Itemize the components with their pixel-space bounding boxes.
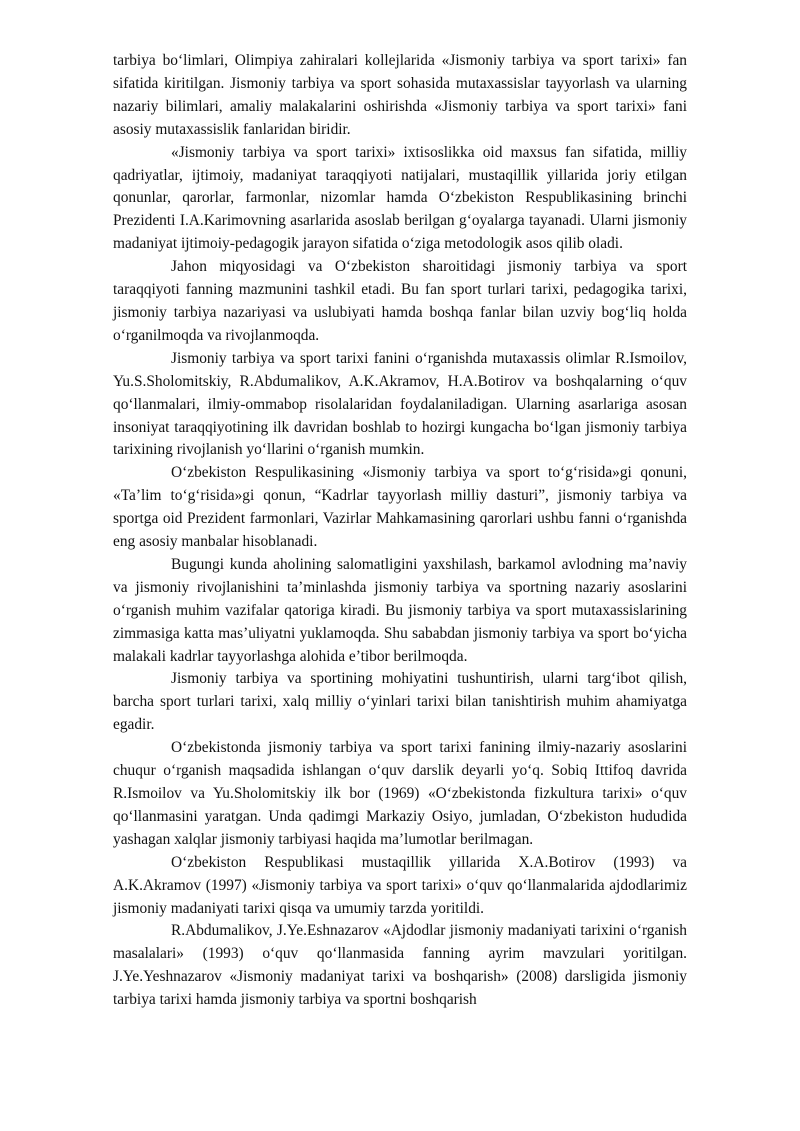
body-paragraph: tarbiya bo‘limlari, Olimpiya zahiralari kollejlarida «Jismoniy tarbiya va sport tarixi» fan sifatida kiritilgan. Jismoniy tarbiya va sport sohasida mutaxassislar tayyorlash va ularning nazariy bilimlari, amaliy malakalarini oshirishda «Jismoniy tarbiya va sport tarixi» fani asosiy mutaxassislik fanlaridan biridir.	[113, 52, 687, 138]
body-paragraph: Bugungi kunda aholining salomatligini yaxshilash, barkamol avlodning ma’naviy va jismoniy rivojlanishini ta’minlashda jismoniy tarbiya va sportning nazariy asoslarini o‘rganish muhim vazifalar qatoriga kiradi. Bu jismoniy tarbiya va sport mutaxassislarining zimmasiga katta mas’uliyatni yuklamoqda. Shu sababdan jismoniy tarbiya va sport bo‘yicha malakali kadrlar tayyorlashga alohida e’tibor berilmoqda.	[113, 555, 687, 665]
body-paragraph: Jismoniy tarbiya va sport tarixi fanini o‘rganishda mutaxassis olimlar R.Ismoilov, Yu.S.Sholomitskiy, R.Abdumalikov, A.K.Akramov, H.A.Botirov va boshqalarning o‘quv qo‘llanmalari, ilmiy-ommabop risolalaridan foydalaniladigan. Ularning asarlariga asosan insoniyat taraqqiyotining ilk davridan boshlab to hozirgi kungacha bo‘lgan jismoniy tarbiya tarixining rivojlanish yo‘llarini o‘rganish mumkin.	[113, 349, 687, 459]
body-paragraph: Jismoniy tarbiya va sportining mohiyatini tushuntirish, ularni targ‘ibot qilish, barcha sport turlari tarixi, xalq milliy o‘yinlari tarixi bilan tanishtirish muhim ahamiyatga egadir.	[113, 670, 687, 734]
body-paragraph: O‘zbekiston Respulikasining «Jismoniy tarbiya va sport to‘g‘risida»gi qonuni, «Ta’lim to‘g‘risida»gi qonun, “Kadrlar tayyorlash milliy dasturi”, jismoniy tarbiya va sportga oid Prezident farmonlari, Vazirlar Mahkamasining qarorlari ushbu fanni o‘rganishda eng asosiy manbalar hisoblanadi.	[113, 464, 687, 551]
body-paragraph: O‘zbekistonda jismoniy tarbiya va sport tarixi fanining ilmiy-nazariy asoslarini chuqur o‘rganish maqsadida ishlangan o‘quv darslik deyarli yo‘q. Sobiq Ittifoq davrida R.Ismoilov va Yu.Sholomitskiy ilk bor (1969) «O‘zbekistonda fizkultura tarixi» o‘quv qo‘llanmasini yaratgan. Unda qadimgi Markaziy Osiyo, jumladan, O‘zbekiston hududida yashagan xalqlar jismoniy tarbiyasi haqida ma’lumotlar berilmagan.	[113, 739, 687, 848]
body-paragraph: «Jismoniy tarbiya va sport tarixi» ixtisoslikka oid maxsus fan sifatida, milliy qadriyatlar, ijtimoiy, madaniyat taraqqiyoti natijalari, mustaqillik yillarida joriy etilgan qonunlar, qarorlar, farmonlar, nizomlar hamda O‘zbekiston Respublikasining brinchi Prezidenti I.A.Karimovning asarlarida asoslab berilgan g‘oyalarga tayanadi. Ularni jismoniy madaniyat ijtimoiy-pedagogik jarayon sifatida o‘ziga metodologik asos qilib oladi.	[113, 143, 687, 253]
body-paragraph: O‘zbekiston Respublikasi mustaqillik yillarida X.A.Botirov (1993) va A.K.Akramov (1997) «Jismoniy tarbiya va sport tarixi» o‘quv qo‘llanmalarida ajdodlarimiz jismoniy madaniyati tarixi qisqa va umumiy tarzda yoritildi.	[113, 853, 687, 917]
document-page	[113, 50, 687, 1012]
body-paragraph: Jahon miqyosidagi va O‘zbekiston sharoitidagi jismoniy tarbiya va sport taraqqiyoti fanning mazmunini tashkil etadi. Bu fan sport turlari tarixi, pedagogika tarixi, jismoniy tarbiya nazariyasi va uslubiyati hamda boshqa fanlar bilan uzviy bog‘liq holda o‘rganilmoqda va rivojlanmoqda.	[113, 258, 687, 344]
body-paragraph: R.Abdumalikov, J.Ye.Eshnazarov «Ajdodlar jismoniy madaniyati tarixini o‘rganish masalalari» (1993) o‘quv qo‘llanmasida fanning ayrim mavzulari yoritilgan. J.Ye.Yeshnazarov «Jismoniy madaniyat tarixi va boshqarish» (2008) darsligida jismoniy tarbiya tarixi hamda jismoniy tarbiya va sportni boshqarish	[113, 922, 687, 1009]
